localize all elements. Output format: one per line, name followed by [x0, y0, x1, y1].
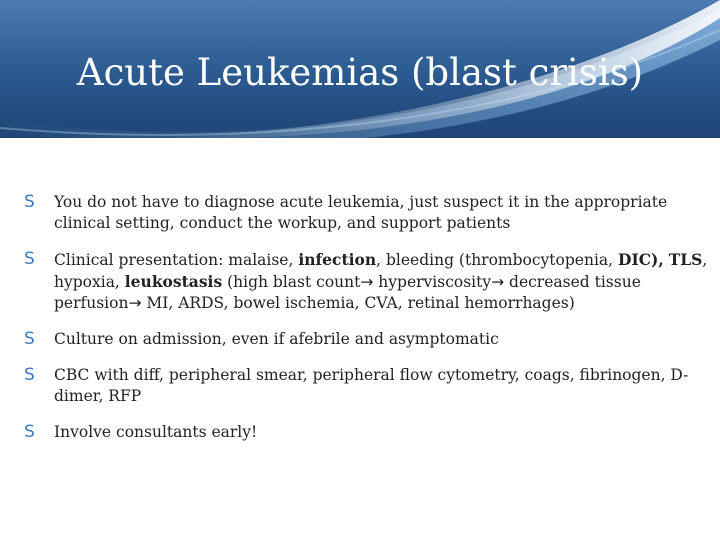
- bullet-text: You do not have to diagnose acute leukemia, just suspect it in the appropriate clinical setting, conduct the workup, and support patients: [54, 193, 668, 232]
- bullet-marker-icon: S: [24, 329, 35, 349]
- bullet-text-segment: , hypoxia,: [54, 251, 708, 291]
- bullet-text: Involve consultants early!: [54, 423, 258, 441]
- bullet-marker-icon: S: [24, 365, 35, 385]
- bullet-list: [24, 192, 716, 443]
- bullet-bold-term: DIC),: [618, 250, 664, 269]
- bullet-text-segment: , bleeding (thrombocytopenia,: [376, 251, 618, 269]
- bullet-text-segment: Clinical presentation: malaise,: [54, 251, 299, 269]
- arrow-icon: →: [491, 273, 505, 291]
- bullet-text-segment: (high blast count: [222, 273, 361, 291]
- bullet-bold-term: infection: [298, 250, 377, 269]
- bullet-item: [24, 329, 716, 350]
- bullet-text-segment: MI, ARDS, bowel ischemia, CVA, retinal hemorrhages): [141, 294, 575, 312]
- bullet-bold-term: TLS: [668, 250, 703, 269]
- bullet-text-segment: decreased tissue perfusion: [54, 273, 641, 312]
- bullet-item: [24, 249, 716, 314]
- bullet-text-segment: hyperviscosity: [373, 273, 492, 291]
- bullet-marker-icon: S: [24, 192, 35, 212]
- bullet-text: Culture on admission, even if afebrile and asymptomatic: [54, 330, 499, 348]
- bullet-item: [24, 422, 716, 443]
- bullet-text: CBC with diff, peripheral smear, peripheral flow cytometry, coags, fibrinogen, D-dimer, RFP: [54, 366, 689, 405]
- arrow-icon: →: [128, 294, 142, 312]
- bullet-item: [24, 192, 716, 234]
- bullet-marker-icon: S: [24, 422, 35, 442]
- title-banner: [0, 0, 720, 138]
- slide-title: Acute Leukemias (blast crisis): [76, 51, 644, 94]
- bullet-marker-icon: S: [24, 249, 35, 269]
- arrow-icon: →: [360, 273, 374, 291]
- bullet-item: [24, 365, 716, 407]
- bullet-bold-term: leukostasis: [124, 272, 223, 291]
